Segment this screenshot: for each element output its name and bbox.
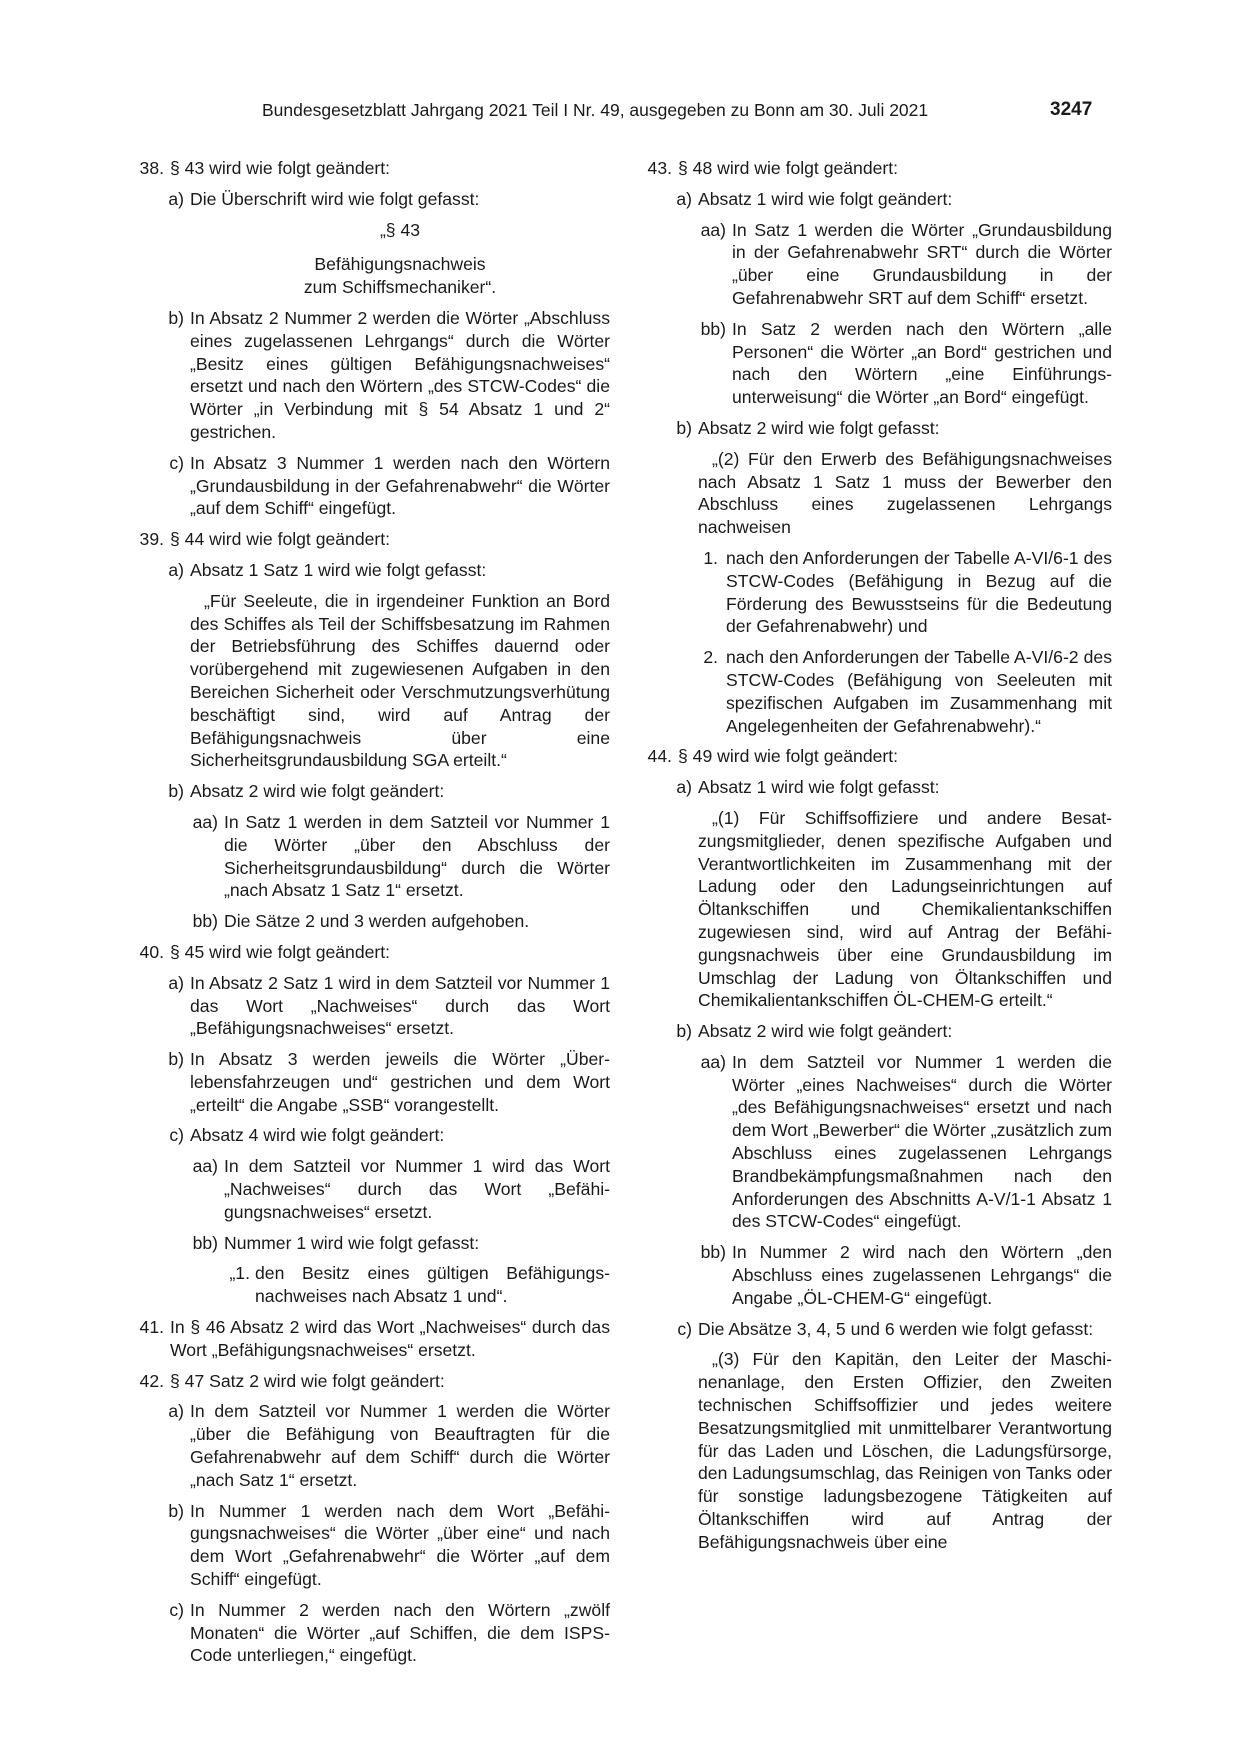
page-number: 3247 <box>1050 99 1093 120</box>
quote-44-c: „(3) Für den Kapitän, den Leiter der Maschinenanlage, den Ersten Offizier, den Zweiten technischen Schiffsoffizier und jedes weitere Besatzungsmitglied mit unmittelbarer Verantwortung für das Laden und Löschen, die Ladungsfürsorge, den Ladungsumschlag, das Reinigen von Tanks oder für sonstige ladungsbezogene Tätigkeiten auf Öltankschiffen wird auf Antrag der Befähigungsnachweis über eine <box>698 1349 1112 1552</box>
item-40-c-aa: aa) In dem Satzteil vor Nummer 1 wird das Wort „Nachweises“ durch das Wort „Befähigungsnachweises“ ersetzt. <box>192 1156 610 1222</box>
item-44-b: b) Absatz 2 wird wie folgt geändert: <box>676 1021 953 1042</box>
item-41: 41. In § 46 Absatz 2 wird das Wort „Nachweises“ durch das Wort „Befähigungsnachweises“ ersetzt. <box>139 1317 610 1360</box>
item-43-a-bb: bb) In Satz 2 werden nach den Wörtern „alle Personen“ die Wörter „an Bord“ gestrichen und nach den Wörtern „eine Einführungsunterweisung“ die Wörter „an Bord“ eingefügt. <box>700 318 1112 408</box>
item-42-c: c) In Nummer 2 werden nach den Wörtern „zwölf Monaten“ die Wörter „auf Schiffen, die dem ISPS-Code unterliegen,“ eingefügt. <box>169 1599 610 1666</box>
quote-40-c-bb: „1. den Besitz eines gültigen Befähigungsnachweises nach Absatz 1 und“. <box>229 1263 610 1307</box>
item-42-a: a) In dem Satzteil vor Nummer 1 werden die Wörter „über die Befähigung von Beauftragten für die Gefahrenabwehr auf dem Schiff“ durch die Wörter „nach Satz 1“ ersetzt. <box>168 1401 610 1490</box>
item-43-b-2: 2. nach den Anforderungen der Tabelle A-VI/6-2 des STCW-Codes (Befähigung von Seeleuten mit spezifischen Aufgaben im Zusammenhang mit Angelegenheiten der Gefahrenabwehr).“ <box>703 647 1112 736</box>
quote-39-a: „Für Seeleute, die in irgendeiner Funktion an Bord des Schiffes als Teil der Schiffsbesatzung im Rahmen der Betriebsführung des Schiffes dauernd oder vorübergehend mit zugewiesenen Aufgaben in den Bereichen Sicherheit oder Verschmutzungsverhütung beschäftigt sind, wird auf Antrag der Befähigungsnachweis über eine Sicherheitsgrundausbildung SGA erteilt.“ <box>190 590 610 771</box>
item-39: 39. § 44 wird wie folgt geändert: <box>139 529 391 550</box>
left-column <box>128 157 610 1675</box>
item-44-a: a) Absatz 1 wird wie folgt gefasst: <box>676 777 940 798</box>
item-40-a: a) In Absatz 2 Satz 1 wird in dem Satzteil vor Nummer 1 das Wort „Nachweises“ durch das Wort „Befähigungsnachweises“ ersetzt. <box>168 972 610 1039</box>
item-38-a: a) Die Überschrift wird wie folgt gefasst: <box>168 188 480 209</box>
item-39-b: b) Absatz 2 wird wie folgt geändert: <box>168 781 445 802</box>
item-44: 44. § 49 wird wie folgt geändert: <box>647 746 899 767</box>
quote-43-b: „(2) Für den Erwerb des Befähigungsnachweises nach Absatz 1 Satz 1 muss der Bewerber den Abschluss eines zugelassenen Lehrgangs nachweisen <box>698 448 1112 538</box>
item-43: 43. § 48 wird wie folgt geändert: <box>647 158 899 178</box>
item-39-b-aa: aa) In Satz 1 werden in dem Satzteil vor Nummer 1 die Wörter „über den Abschluss der Sicherheitsgrundausbildung“ durch die Wörter „nach Absatz 1 Satz 1“ ersetzt. <box>192 811 610 901</box>
item-42: 42. § 47 Satz 2 wird wie folgt geändert: <box>139 1370 445 1391</box>
right-column <box>636 157 1112 1562</box>
item-44-c: c) Die Absätze 3, 4, 5 und 6 werden wie folgt gefasst: <box>677 1318 1094 1339</box>
item-40-c-bb: bb) Nummer 1 wird wie folgt gefasst: <box>192 1232 480 1253</box>
item-38-c: c) In Absatz 3 Nummer 1 werden nach den Wörtern „Grundausbildung in der Gefahrenabwehr“ die Wörter „auf dem Schiff“ eingefügt. <box>169 452 610 519</box>
item-44-b-aa: aa) In dem Satzteil vor Nummer 1 werden die Wörter „eines Nachweises“ durch die Wörter „des Befähigungsnachweises“ ersetzt und nach dem Wort „Bewerber“ die Wörter „zusätzlich zum Abschluss eines zugelassenen Lehrgangs Brandbekämpfungsmaßnahmen nach den Anforderungen des Abschnitts A-V/1-1 Absatz 1 des STCW-Codes“ eingefügt. <box>700 1051 1112 1232</box>
item-40: 40. § 45 wird wie folgt geändert: <box>139 941 391 962</box>
item-43-a: a) Absatz 1 wird wie folgt geändert: <box>676 188 953 209</box>
quote-44-a: „(1) Für Schiffsoffiziere und andere Besatzungsmitglieder, denen spezifische Aufgaben und Verantwortlichkeiten im Zusammenhang mit der Ladung oder den Ladungseinrichtungen auf Öltankschiffen und Chemikalientankschiffen zugewiesen sind, wird auf Antrag der Befähigungsnachweis über eine Grundausbildung im Umschlag der Ladung von Öltankschiffen und Chemikalientankschiffen ÖL-CHEM-G erteilt.“ <box>698 807 1112 1011</box>
item-39-a: a) Absatz 1 Satz 1 wird wie folgt gefasst: <box>168 559 487 580</box>
item-40-b: b) In Absatz 3 werden jeweils die Wörter „Überlebensfahrzeugen und“ gestrichen und dem Wort „erteilt“ die Angabe „SSB“ vorangestellt. <box>168 1049 610 1115</box>
item-40-c: c) Absatz 4 wird wie folgt geändert: <box>169 1125 445 1146</box>
item-43-a-aa: aa) In Satz 1 werden die Wörter „Grundausbildung in der Gefahrenabwehr SRT“ durch die Wörter „über eine Grundausbildung in der Gefahrenabwehr SRT auf dem Schiff“ ersetzt. <box>700 219 1112 308</box>
item-43-b-1: 1. nach den Anforderungen der Tabelle A-VI/6-1 des STCW-Codes (Befähigung in Bezug auf die Förderung des Bewusstseins für die Bedeutung der Gefahrenabwehr) und <box>703 547 1112 637</box>
item-39-b-bb: bb) Die Sätze 2 und 3 werden aufgehoben. <box>192 911 530 932</box>
section-heading-43: „§ 43 Befähigungsnachweis zum Schiffsmechaniker“. <box>303 219 497 298</box>
item-38: 38. § 43 wird wie folgt geändert: <box>139 158 391 178</box>
running-title: Bundesgesetzblatt Jahrgang 2021 Teil I Nr. 49, ausgegeben zu Bonn am 30. Juli 2021 <box>262 100 929 120</box>
item-38-b: b) In Absatz 2 Nummer 2 werden die Wörter „Abschluss eines zugelassenen Lehrgangs“ durch die Wörter „Besitz eines gültigen Befähigungsnachweises“ ersetzt und nach den Wörtern „des STCW-Codes“ die Wörter „in Verbindung mit § 54 Absatz 1 und 2“ gestrichen. <box>168 307 610 442</box>
item-43-b: b) Absatz 2 wird wie folgt gefasst: <box>676 417 940 438</box>
item-44-b-bb: bb) In Nummer 2 wird nach den Wörtern „den Abschluss eines zugelassenen Lehrgangs“ die Angabe „ÖL-CHEM-G“ eingefügt. <box>700 1242 1112 1308</box>
page-header <box>262 100 1238 126</box>
item-42-b: b) In Nummer 1 werden nach dem Wort „Befähigungsnachweises“ die Wörter „über eine“ und nach dem Wort „Gefahrenabwehr“ die Wörter „auf dem Schiff“ eingefügt. <box>168 1500 610 1590</box>
